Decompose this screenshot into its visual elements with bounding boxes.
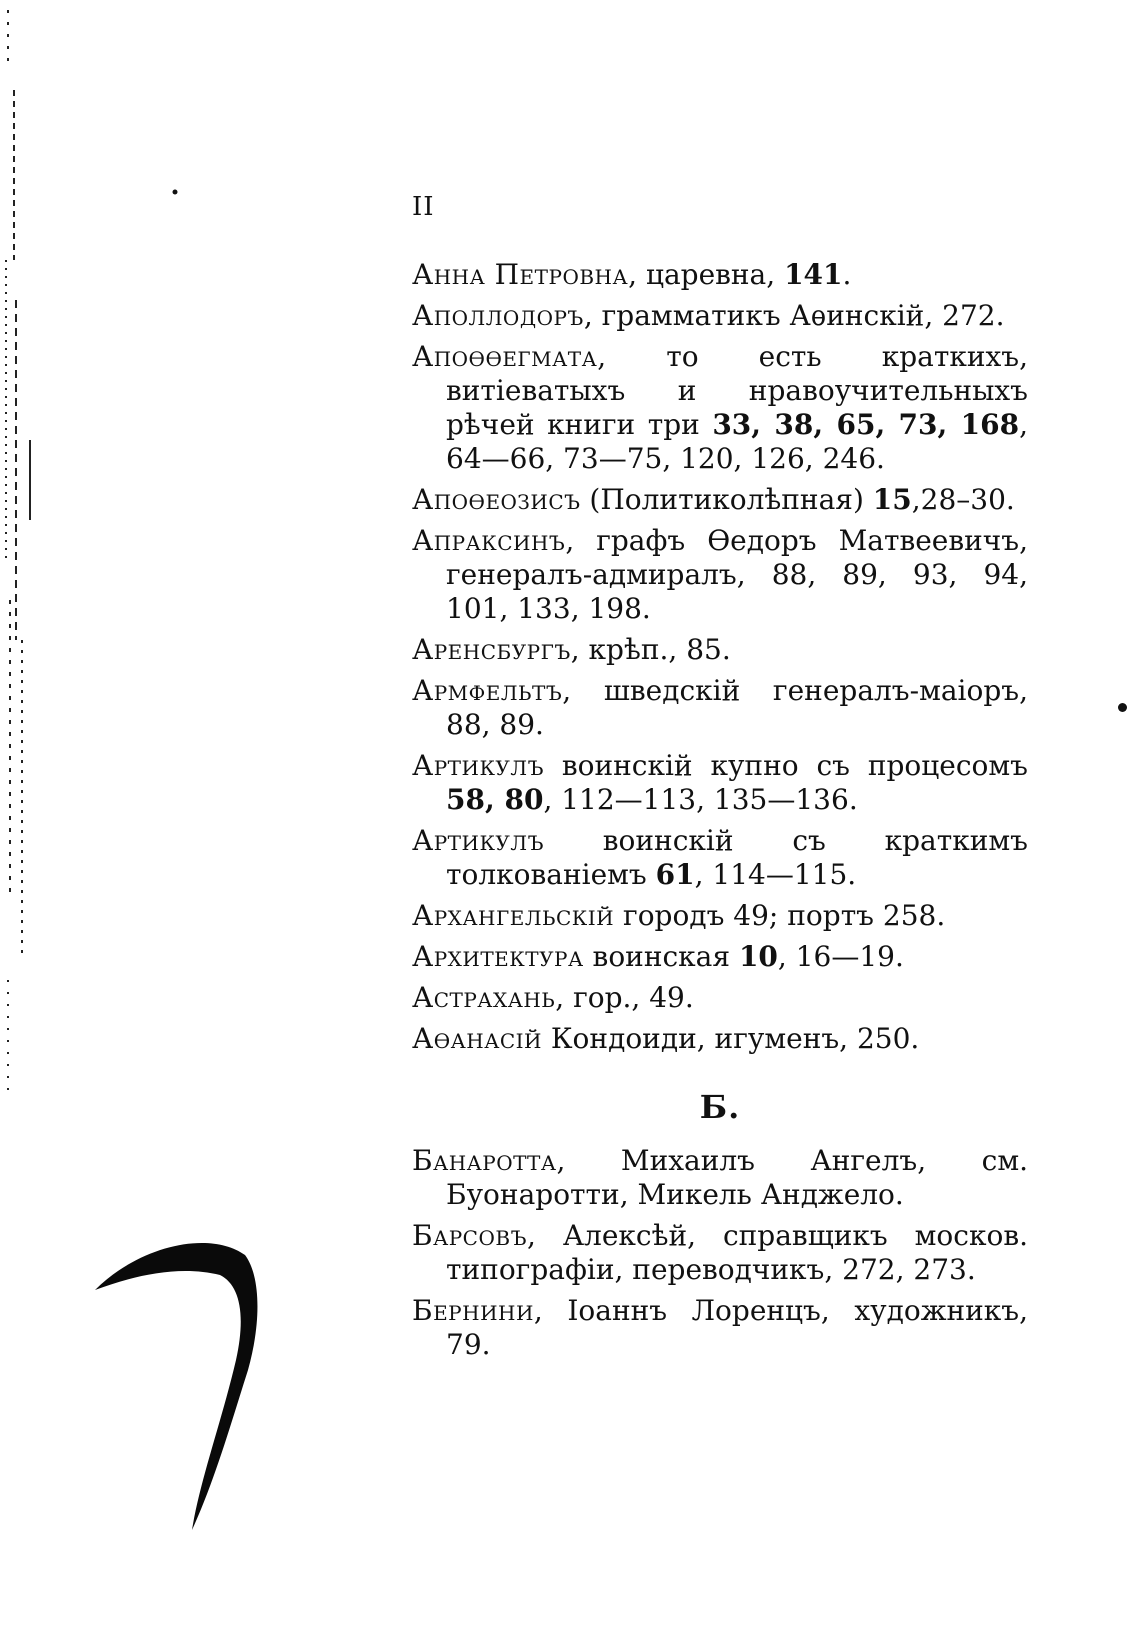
entry-bold-pages: 61 <box>655 858 695 891</box>
entry-bold-pages: 58, 80 <box>446 783 544 816</box>
ink-stain-mark <box>0 0 280 1560</box>
index-entry <box>412 340 1028 476</box>
stray-dot <box>1118 703 1127 712</box>
entry-heading: Архитектура <box>412 940 584 973</box>
entry-text: , Іоаннъ Лоренцъ, художникъ, 79. <box>446 1294 1028 1361</box>
entry-text: , грамматикъ Аѳинскій, 272. <box>583 299 1005 332</box>
entry-heading: Анна Петровна <box>412 258 629 291</box>
entry-text: , шведскій генералъ-маіоръ, 88, 89. <box>446 674 1028 741</box>
index-entry <box>412 674 1028 742</box>
index-entry <box>412 940 1028 974</box>
entry-heading: Артикулъ <box>412 824 544 857</box>
entry-text: , гор., 49. <box>555 981 694 1014</box>
entry-heading: Барсовъ <box>412 1219 527 1252</box>
entry-text: , графъ Ѳедоръ Матвеевичъ, генералъ-адмиралъ, 88, 89, 93, 94, 101, 133, 198. <box>446 524 1028 625</box>
index-entry <box>412 1294 1028 1362</box>
index-entry <box>412 524 1028 626</box>
entry-text: , Алексѣй, справщикъ москов. типографіи, переводчикъ, 272, 273. <box>446 1219 1028 1286</box>
entry-heading: Банаротта <box>412 1144 557 1177</box>
entry-pages: . <box>842 258 852 291</box>
entry-pages: ,28–30. <box>911 483 1015 516</box>
entry-text: , то есть краткихъ, витіеватыхъ и нравоучительныхъ рѣчей книги три <box>446 340 1028 441</box>
index-entry <box>412 299 1028 333</box>
entry-text: , царевна, <box>628 258 785 291</box>
entry-heading: Архангельскій <box>412 899 615 932</box>
index-entry <box>412 1022 1028 1056</box>
index-entry <box>412 981 1028 1015</box>
index-entry <box>412 483 1028 517</box>
entry-bold-pages: 141 <box>784 258 843 291</box>
entry-text: , крѣп., 85. <box>570 633 731 666</box>
entry-text: (Политиколѣпная) <box>580 483 873 516</box>
index-entries-b <box>412 1144 1028 1362</box>
entry-heading: Астрахань <box>412 981 556 1014</box>
entry-text: воинскій съ краткимъ толкованіемъ <box>446 824 1028 891</box>
page-number: II <box>412 192 435 222</box>
entry-pages: , 64—66, 73—75, 120, 126, 246. <box>446 408 1028 475</box>
entry-heading: Аполлодоръ <box>412 299 584 332</box>
entry-heading: Апоѳеозисъ <box>412 483 581 516</box>
index-column <box>412 258 1028 1369</box>
entry-text: , Михаилъ Ангелъ, см. Буонаротти, Микель Анджело. <box>446 1144 1028 1211</box>
index-entry <box>412 258 1028 292</box>
entry-pages: , 16—19. <box>777 940 904 973</box>
entry-pages: , 114—115. <box>694 858 857 891</box>
entry-heading: Апоѳѳегмата <box>412 340 598 373</box>
entry-text: Кондоиди, игуменъ, 250. <box>541 1022 920 1055</box>
section-letter: Б. <box>699 1088 741 1126</box>
index-entry <box>412 899 1028 933</box>
index-entry <box>412 1144 1028 1212</box>
entry-heading: Апраксинъ <box>412 524 566 557</box>
index-entries-a <box>412 258 1028 1056</box>
entry-bold-pages: 10 <box>738 940 778 973</box>
entry-text: воинскій купно съ процесомъ <box>543 749 1028 782</box>
index-entry <box>412 824 1028 892</box>
entry-heading: Армфельтъ <box>412 674 563 707</box>
entry-text: воинская <box>583 940 739 973</box>
entry-text: городъ 49; портъ 258. <box>614 899 946 932</box>
index-entry <box>412 1219 1028 1287</box>
entry-bold-pages: 15 <box>872 483 912 516</box>
entry-heading: Аренсбургъ <box>412 633 571 666</box>
index-entry <box>412 633 1028 667</box>
entry-bold-pages: 33, 38, 65, 73, 168 <box>712 408 1020 441</box>
index-entry <box>412 749 1028 817</box>
entry-pages: , 112—113, 135—136. <box>543 783 858 816</box>
entry-heading: Артикулъ <box>412 749 544 782</box>
entry-heading: Бернини <box>412 1294 534 1327</box>
entry-heading: Аѳанасій <box>412 1022 542 1055</box>
